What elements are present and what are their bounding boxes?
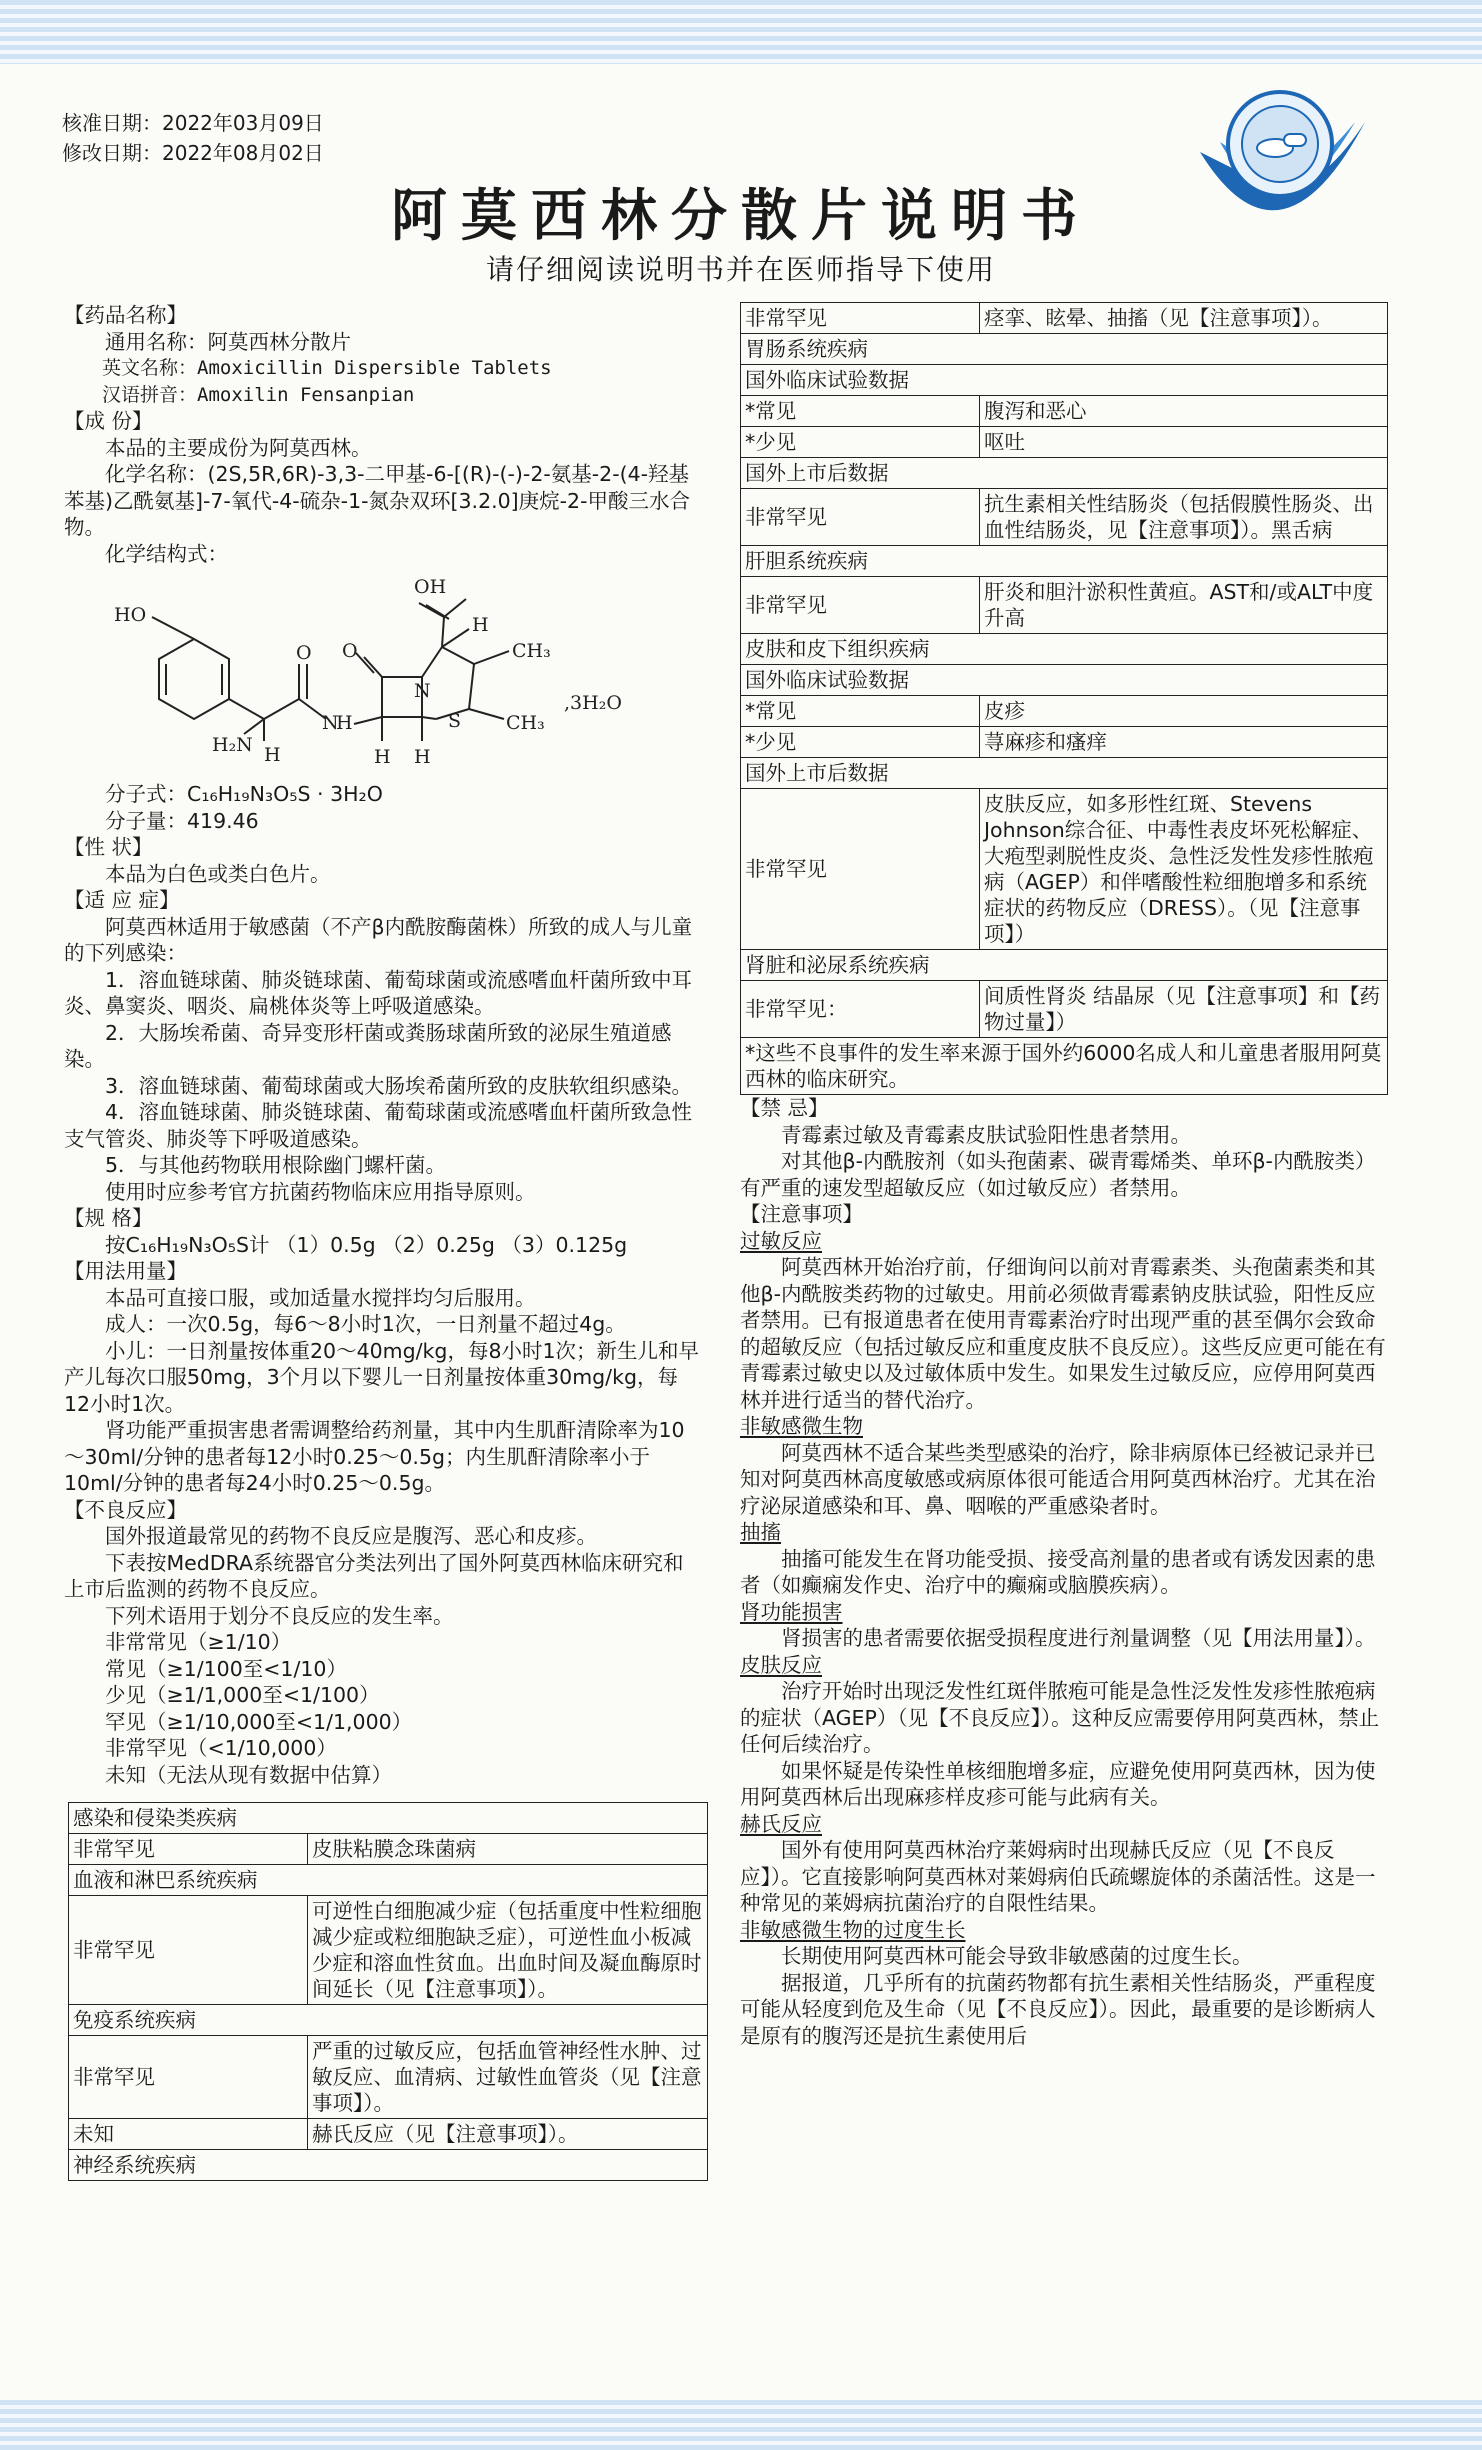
struct-nh2: H₂N — [212, 734, 253, 756]
struct-h-top: H — [472, 614, 489, 636]
skin-text: 如果怀疑是传染性单核细胞增多症，应避免使用阿莫西林，因为使用阿莫西林后出现麻疹样皮疹可能与此病有关。 — [740, 1758, 1376, 1809]
table-footnote: *这些不良事件的发生率来源于国外约6000名成人和儿童患者服用阿莫西林的临床研究。 — [741, 1038, 1388, 1095]
adverse-intro: 下列术语用于划分不良反应的发生率。 — [105, 1603, 454, 1628]
right-column — [740, 302, 1388, 2049]
table-frequency-cell: 非常罕见 — [741, 489, 980, 546]
composition-main: 本品的主要成份为阿莫西林。 — [105, 435, 372, 460]
table-subsection-title: 国外上市后数据 — [741, 458, 1388, 489]
frequency-term: 未知（无法从现有数据中估算） — [105, 1762, 392, 1787]
table-frequency-cell: *少见 — [741, 727, 980, 758]
table-frequency-cell: 非常罕见 — [69, 1834, 308, 1865]
subhead-allergy: 过敏反应 — [740, 1228, 822, 1253]
subhead-nonsensitive: 非敏感微生物 — [740, 1414, 863, 1438]
table-frequency-cell: 未知 — [69, 2119, 308, 2150]
frequency-term: 常见（≥1/100至<1/10） — [105, 1656, 347, 1681]
contraindication-text: 青霉素过敏及青霉素皮肤试验阳性患者禁用。 — [781, 1122, 1191, 1147]
table-section-title: 肝胆系统疾病 — [741, 546, 1388, 577]
table-frequency-cell: *少见 — [741, 427, 980, 458]
indication-item: 3．溶血链球菌、葡萄球菌或大肠埃希菌所致的皮肤软组织感染。 — [105, 1073, 693, 1098]
bottom-stripe-band — [0, 2400, 1482, 2450]
struct-h-bottom-b: H — [414, 746, 431, 768]
table-section-title: 免疫系统疾病 — [69, 2005, 708, 2036]
date-block — [62, 108, 324, 168]
english-name: 英文名称：Amoxicillin Dispersible Tablets — [102, 357, 552, 379]
table-frequency-cell: *常见 — [741, 396, 980, 427]
left-column — [64, 302, 704, 2181]
indications-note: 使用时应参考官方抗菌药物临床应用指导原则。 — [105, 1179, 536, 1204]
document-title: 阿莫西林分散片说明书 — [391, 183, 1091, 249]
generic-name: 通用名称：阿莫西林分散片 — [105, 329, 351, 354]
table-reaction-cell: 皮肤反应，如多形性红斑、Stevens Johnson综合征、中毒性表皮坏死松解症、大疱型剥脱性皮炎、急性泛发性发疹性脓疱病（AGEP）和伴嗜酸性粒细胞增多和系统症状的药物反应（DRESS）。（见【注意事项】） — [980, 789, 1388, 950]
table-frequency-cell: 非常罕见： — [741, 981, 980, 1038]
subhead-overgrowth: 非敏感微生物的过度生长 — [740, 1917, 966, 1942]
section-head-properties: 【性 状】 — [64, 835, 153, 859]
struct-water: ,3H₂O — [564, 692, 622, 714]
struct-ho: HO — [114, 604, 147, 626]
molecular-weight: 分子量：419.46 — [105, 808, 259, 833]
table-reaction-cell: 赫氏反应（见【注意事项】）。 — [308, 2119, 708, 2150]
approve-date: 核准日期：2022年03月09日 — [62, 111, 324, 135]
struct-nh-h: H — [336, 712, 353, 734]
pinyin-name: 汉语拼音：Amoxilin Fensanpian — [102, 383, 415, 406]
section-head-adverse: 【不良反应】 — [64, 1497, 187, 1522]
table-frequency-cell: *常见 — [741, 696, 980, 727]
overgrowth-text: 据报道，几乎所有的抗菌药物都有抗生素相关性结肠炎，严重程度可能从轻度到危及生命（见【不良反应】）。因此，最重要的是诊断病人是原有的腹泻还是抗生素使用后 — [740, 1970, 1376, 2048]
struct-h-alpha: H — [264, 744, 281, 766]
indication-item: 1．溶血链球菌、肺炎链球菌、葡萄球菌或流感嗜血杆菌所致中耳炎、鼻窦炎、咽炎、扁桃体炎等上呼吸道感染。 — [64, 967, 693, 1018]
frequency-term: 少见（≥1/1,000至<1/100） — [105, 1683, 380, 1707]
section-head-indications: 【适 应 症】 — [64, 888, 180, 912]
section-head-contraindications: 【禁 忌】 — [740, 1096, 829, 1120]
section-head-usage: 【用法用量】 — [64, 1259, 187, 1283]
indication-item: 4．溶血链球菌、肺炎链球菌、葡萄球菌或流感嗜血杆菌所致急性支气管炎、肺炎等下呼吸道感染。 — [64, 1100, 693, 1151]
table-subsection-title: 国外临床试验数据 — [741, 665, 1388, 696]
table-reaction-cell: 严重的过敏反应，包括血管神经性水肿、过敏反应、血清病、过敏性血管炎（见【注意事项】）。 — [308, 2036, 708, 2119]
table-section-title: 神经系统疾病 — [69, 2150, 708, 2181]
allergy-text: 阿莫西林开始治疗前，仔细询问以前对青霉素类、头孢菌素类和其他β-内酰胺类药物的过敏史。用前必须做青霉素钠皮肤试验，阳性反应者禁用。已有报道患者在使用青霉素治疗时出现严重的甚至偶尔会致命的超敏反应（包括过敏反应和重度皮肤不良反应）。这些反应更可能在有青霉素过敏史以及过敏体质中发生。如果发生过敏反应，应停用阿莫西林并进行适当的替代治疗。 — [740, 1255, 1386, 1412]
struct-ring-o: O — [342, 640, 358, 662]
subhead-convulsion: 抽搐 — [740, 1520, 781, 1544]
section-head-precautions: 【注意事项】 — [740, 1202, 863, 1226]
skin-text: 治疗开始时出现泛发性红斑伴脓疱可能是急性泛发性发疹性脓疱病的症状（AGEP）（见【不良反应】）。这种反应需要停用阿莫西林，禁止任何后续治疗。 — [740, 1679, 1380, 1756]
adverse-reaction-table-right — [740, 302, 1388, 1095]
table-reaction-cell: 腹泻和恶心 — [980, 396, 1388, 427]
indication-item: 5．与其他药物联用根除幽门螺杆菌。 — [105, 1153, 447, 1177]
table-reaction-cell: 间质性肾炎 结晶尿（见【注意事项】和【药物过量】） — [980, 981, 1388, 1038]
subhead-renal: 肾功能损害 — [740, 1599, 843, 1624]
table-reaction-cell: 可逆性白细胞减少症（包括重度中性粒细胞减少症或粒细胞缺乏症），可逆性血小板减少症和溶血性贫血。出血时间及凝血酶原时间延长（见【注意事项】）。 — [308, 1896, 708, 2005]
table-subsection-title: 国外上市后数据 — [741, 758, 1388, 789]
table-reaction-cell: 痉挛、眩晕、抽搐（见【注意事项】）。 — [980, 303, 1388, 334]
usage-text: 肾功能严重损害患者需调整给药剂量，其中内生肌酐清除率为10～30ml/分钟的患者每12小时0.25～0.5g；内生肌酐清除率小于10ml/分钟的患者每24小时0.25～0.5g。 — [64, 1418, 685, 1495]
subhead-jarisch-herxheimer: 赫氏反应 — [740, 1811, 822, 1836]
top-stripe-band — [0, 0, 1482, 64]
nonsensitive-text: 阿莫西林不适合某些类型感染的治疗，除非病原体已经被记录并已知对阿莫西林高度敏感或病原体很可能适合用阿莫西林治疗。尤其在治疗泌尿道感染和耳、鼻、咽喉的严重感染者时。 — [740, 1440, 1376, 1518]
subhead-skin: 皮肤反应 — [740, 1652, 822, 1677]
table-reaction-cell: 皮肤粘膜念珠菌病 — [308, 1834, 708, 1865]
properties-text: 本品为白色或类白色片。 — [105, 861, 331, 886]
section-head-composition: 【成 份】 — [64, 409, 153, 433]
struct-nh-n: N — [322, 712, 339, 734]
contraindication-text: 对其他β-内酰胺剂（如头孢菌素、碳青霉烯类、单环β-内酰胺类）有严重的速发型超敏反应（如过敏反应）者禁用。 — [740, 1149, 1376, 1200]
adverse-intro: 国外报道最常见的药物不良反应是腹泻、恶心和皮疹。 — [105, 1524, 597, 1548]
usage-text: 本品可直接口服，或加适量水搅拌均匀后服用。 — [105, 1285, 536, 1310]
chemical-name: 化学名称：(2S,5R,6R)-3,3-二甲基-6-[(R)-(-)-2-氨基-2-(4-羟基苯基)乙酰氨基]-7-氧代-4-硫杂-1-氮杂双环[3.2.0]庚烷-2-甲酸三水合物。 — [64, 462, 690, 539]
adverse-intro: 下表按MedDRA系统器官分类法列出了国外阿莫西林临床研究和上市后监测的药物不良反应。 — [64, 1550, 684, 1601]
table-reaction-cell: 呕吐 — [980, 427, 1388, 458]
struct-n: N — [414, 680, 431, 702]
indication-item: 2．大肠埃希菌、奇异变形杆菌或粪肠球菌所致的泌尿生殖道感染。 — [64, 1020, 672, 1071]
table-frequency-cell: 非常罕见 — [69, 2036, 308, 2119]
usage-text: 小儿：一日剂量按体重20～40mg/kg，每8小时1次；新生儿和早产儿每次口服50mg，3个月以下婴儿一日剂量按体重30mg/kg，每12小时1次。 — [64, 1338, 700, 1416]
structure-label: 化学结构式： — [105, 541, 228, 566]
table-frequency-cell: 非常罕见 — [741, 789, 980, 950]
struct-ch3-a: CH₃ — [512, 640, 551, 662]
table-frequency-cell: 非常罕见 — [69, 1896, 308, 2005]
renal-text: 肾损害的患者需要依据受损程度进行剂量调整（见【用法用量】）。 — [781, 1626, 1376, 1650]
specification-text: 按C₁₆H₁₉N₃O₅S计 （1）0.5g （2）0.25g （3）0.125g — [105, 1232, 628, 1257]
usage-text: 成人：一次0.5g，每6～8小时1次，一日剂量不超过4g。 — [105, 1312, 626, 1336]
table-section-title: 感染和侵染类疾病 — [69, 1803, 708, 1834]
struct-amide-o: O — [296, 642, 312, 664]
table-reaction-cell: 抗生素相关性结肠炎（包括假膜性肠炎、出血性结肠炎，见【注意事项】）。黑舌病 — [980, 489, 1388, 546]
convulsion-text: 抽搐可能发生在肾功能受损、接受高剂量的患者或有诱发因素的患者（如癫痫发作史、治疗中的癫痫或脑膜疾病）。 — [740, 1546, 1376, 1597]
chemical-structure — [64, 569, 704, 775]
frequency-term: 罕见（≥1/10,000至<1/1,000） — [105, 1709, 413, 1734]
overgrowth-text: 长期使用阿莫西林可能会导致非敏感菌的过度生长。 — [781, 1944, 1253, 1968]
indications-intro: 阿莫西林适用于敏感菌（不产β内酰胺酶菌株）所致的成人与儿童的下列感染： — [64, 914, 693, 965]
table-reaction-cell: 皮疹 — [980, 696, 1388, 727]
adverse-reaction-table-left — [68, 1802, 708, 2181]
struct-s: S — [448, 710, 462, 732]
section-head-name: 【药品名称】 — [64, 303, 187, 327]
table-section-title: 肾脏和泌尿系统疾病 — [741, 950, 1388, 981]
struct-h-bottom-a: H — [374, 746, 391, 768]
table-reaction-cell: 肝炎和胆汁淤积性黄疸。AST和/或ALT中度升高 — [980, 577, 1388, 634]
section-head-specification: 【规 格】 — [64, 1206, 153, 1230]
table-frequency-cell: 非常罕见 — [741, 577, 980, 634]
jarisch-herxheimer-text: 国外有使用阿莫西林治疗莱姆病时出现赫氏反应（见【不良反应】）。它直接影响阿莫西林对莱姆病伯氏疏螺旋体的杀菌活性。这是一种常见的莱姆病抗菌治疗的自限性结果。 — [740, 1838, 1376, 1915]
frequency-term: 非常罕见（<1/10,000） — [105, 1736, 337, 1760]
table-section-title: 皮肤和皮下组织疾病 — [741, 634, 1388, 665]
molecular-formula: 分子式：C₁₆H₁₉N₃O₅S · 3H₂O — [105, 782, 383, 806]
revise-date: 修改日期：2022年08月02日 — [62, 141, 324, 165]
struct-ch3-b: CH₃ — [506, 712, 545, 734]
table-section-title: 胃肠系统疾病 — [741, 334, 1388, 365]
document-subtitle: 请仔细阅读说明书并在医师指导下使用 — [485, 253, 996, 286]
table-frequency-cell: 非常罕见 — [741, 303, 980, 334]
table-subsection-title: 国外临床试验数据 — [741, 365, 1388, 396]
table-reaction-cell: 荨麻疹和瘙痒 — [980, 727, 1388, 758]
struct-oh: OH — [414, 576, 447, 598]
table-section-title: 血液和淋巴系统疾病 — [69, 1865, 708, 1896]
frequency-term: 非常常见（≥1/10） — [105, 1630, 292, 1654]
